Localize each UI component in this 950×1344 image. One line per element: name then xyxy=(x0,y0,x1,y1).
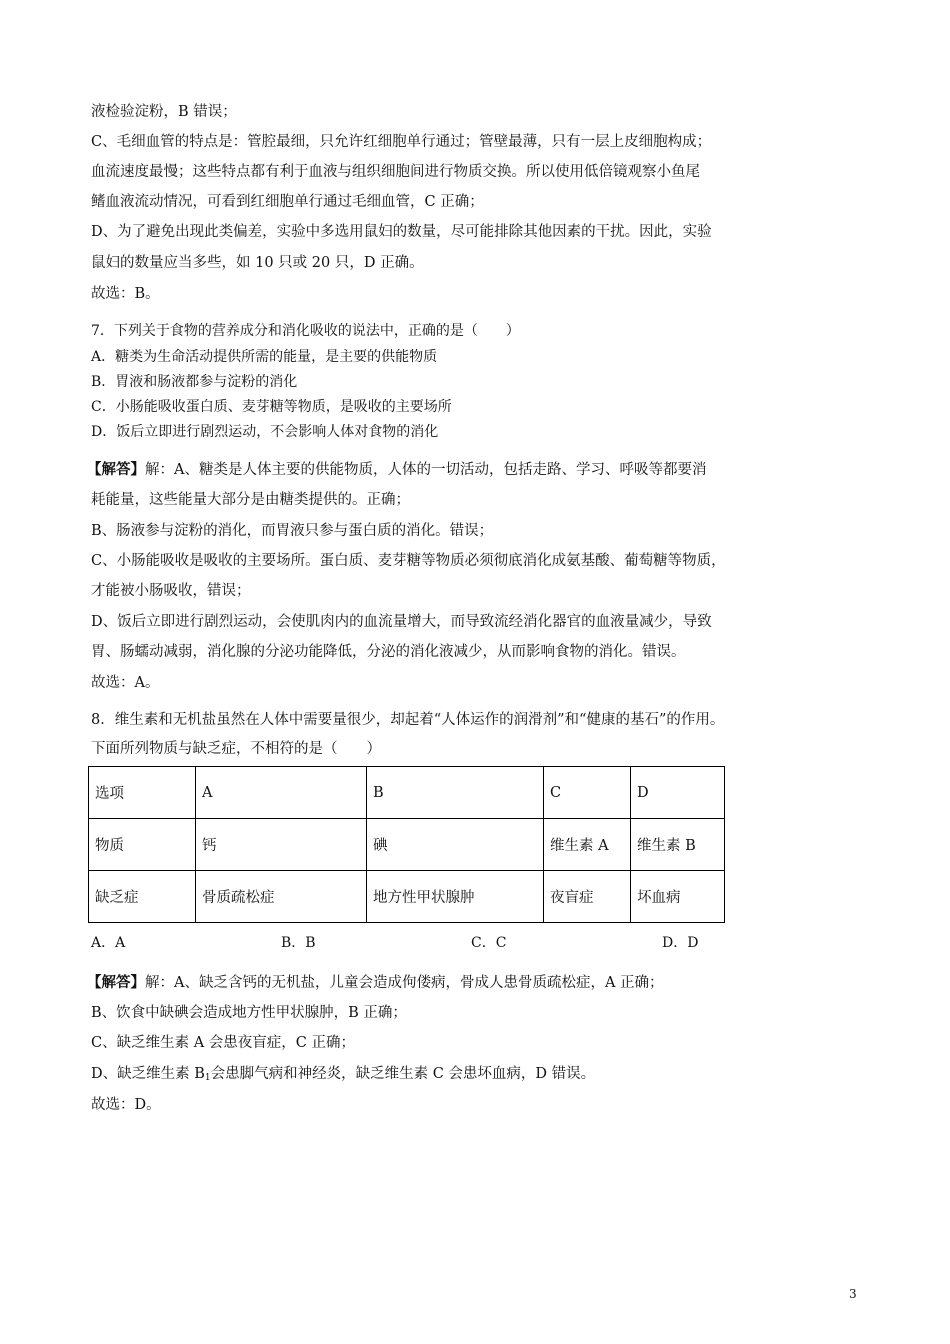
q7-stem: 7．下列关于食物的营养成分和消化吸收的说法中，正确的是（ ） xyxy=(91,323,520,339)
q8-choice-b: B．B xyxy=(281,935,316,951)
q7-solution-line-3: B、肠液参与淀粉的消化，而胃液只参与蛋白质的消化。错误； xyxy=(91,523,494,539)
q7-solution-line-7: 胃、肠蠕动减弱，消化腺的分泌功能降低，分泌的消化液减少，从而影响食物的消化。错误。 xyxy=(91,644,686,660)
table-cell: C xyxy=(544,767,631,819)
q8-choice-a: A．A xyxy=(91,935,126,951)
table-cell: 维生素 A xyxy=(544,819,631,871)
q8-solution-line-1 xyxy=(87,973,664,993)
q8-solution-line-3: C、缺乏维生素 A 会患夜盲症，C 正确； xyxy=(91,1035,355,1051)
q8-solution-line-4 xyxy=(91,1064,595,1088)
table-cell: 骨质疏松症 xyxy=(196,871,367,923)
q7-option-b: B．胃液和肠液都参与淀粉的消化 xyxy=(91,374,298,390)
prev-solution-line-4: 鳍血液流动情况，可看到红细胞单行通过毛细血管，C 正确； xyxy=(91,194,484,210)
q7-solution-line-1 xyxy=(87,460,706,480)
table-row xyxy=(89,871,725,923)
q8-options-table xyxy=(88,766,725,923)
q7-answer: 故选：A。 xyxy=(91,675,160,691)
prev-solution-line-3: 血流速度最慢；这些特点都有利于血液与组织细胞间进行物质交换。所以使用低倍镜观察小鱼尾 xyxy=(91,164,700,180)
q8-stem-line-2: 下面所列物质与缺乏症，不相符的是（ ） xyxy=(91,741,381,757)
q8-solution-text-1: 解：A、缺乏含钙的无机盐，儿童会造成佝偻病，骨成人患骨质疏松症，A 正确； xyxy=(145,975,664,991)
table-cell: 碘 xyxy=(367,819,544,871)
table-cell: 地方性甲状腺肿 xyxy=(367,871,544,923)
q7-answer-tag: 【解答】 xyxy=(87,461,145,478)
prev-answer: 故选：B。 xyxy=(91,286,160,302)
table-cell: 钙 xyxy=(196,819,367,871)
table-cell: 夜盲症 xyxy=(544,871,631,923)
q7-option-a: A．糖类为生命活动提供所需的能量，是主要的供能物质 xyxy=(91,349,438,365)
q7-solution-line-4: C、小肠能吸收是吸收的主要场所。蛋白质、麦芽糖等物质必须彻底消化成氨基酸、葡萄糖等物质， xyxy=(91,553,726,569)
table-cell: 坏血病 xyxy=(631,871,725,923)
q7-solution-text-1: 解：A、糖类是人体主要的供能物质，人体的一切活动，包括走路、学习、呼吸等都要消 xyxy=(145,462,707,478)
table-cell: D xyxy=(631,767,725,819)
q8-solution-line-2: B、饮食中缺碘会造成地方性甲状腺肿，B 正确； xyxy=(91,1005,407,1021)
q7-solution-line-5: 才能被小肠吸收，错误； xyxy=(91,583,251,599)
q8-choice-c: C．C xyxy=(471,935,507,951)
prev-solution-line-2: C、毛细血管的特点是：管腔最细，只允许红细胞单行通过；管壁最薄，只有一层上皮细胞构成； xyxy=(91,134,712,150)
q7-option-d: D．饭后立即进行剧烈运动，不会影响人体对食物的消化 xyxy=(91,424,439,440)
subscript-1: 1 xyxy=(204,1073,211,1083)
q8-answer-tag: 【解答】 xyxy=(87,974,145,991)
table-row xyxy=(89,819,725,871)
table-cell: 物质 xyxy=(89,819,196,871)
table-row xyxy=(89,767,725,819)
q7-option-c: C．小肠能吸收蛋白质、麦芽糖等物质，是吸收的主要场所 xyxy=(91,399,452,415)
prev-solution-line-6: 鼠妇的数量应当多些，如 10 只或 20 只，D 正确。 xyxy=(91,255,424,271)
table-cell: B xyxy=(367,767,544,819)
table-cell: 缺乏症 xyxy=(89,871,196,923)
prev-solution-line-5: D、为了避免出现此类偏差，实验中多选用鼠妇的数量，尽可能排除其他因素的干扰。因此，实验 xyxy=(91,224,712,240)
table-cell: 维生素 B xyxy=(631,819,725,871)
q8-stem-line-1: 8．维生素和无机盐虽然在人体中需要量很少，却起着“人体运作的润滑剂”和“健康的基石”的作用。 xyxy=(91,712,725,728)
q8-solution-text-4a: D、缺乏维生素 B xyxy=(91,1066,205,1082)
table-cell: 选项 xyxy=(89,767,196,819)
q8-choice-d: D．D xyxy=(662,935,699,951)
table-cell: A xyxy=(196,767,367,819)
q7-solution-line-6: D、饭后立即进行剧烈运动，会使肌肉内的血流量增大，而导致流经消化器官的血液量减少，导致 xyxy=(91,614,712,630)
q8-answer: 故选：D。 xyxy=(91,1097,161,1113)
q8-solution-text-4b: 会患脚气病和神经炎，缺乏维生素 C 会患坏血病，D 错误。 xyxy=(210,1066,596,1082)
prev-solution-line-1: 液检验淀粉，B 错误； xyxy=(91,104,237,120)
q7-solution-line-2: 耗能量，这些能量大部分是由糖类提供的。正确； xyxy=(91,492,410,508)
page-number: 3 xyxy=(849,1287,857,1301)
